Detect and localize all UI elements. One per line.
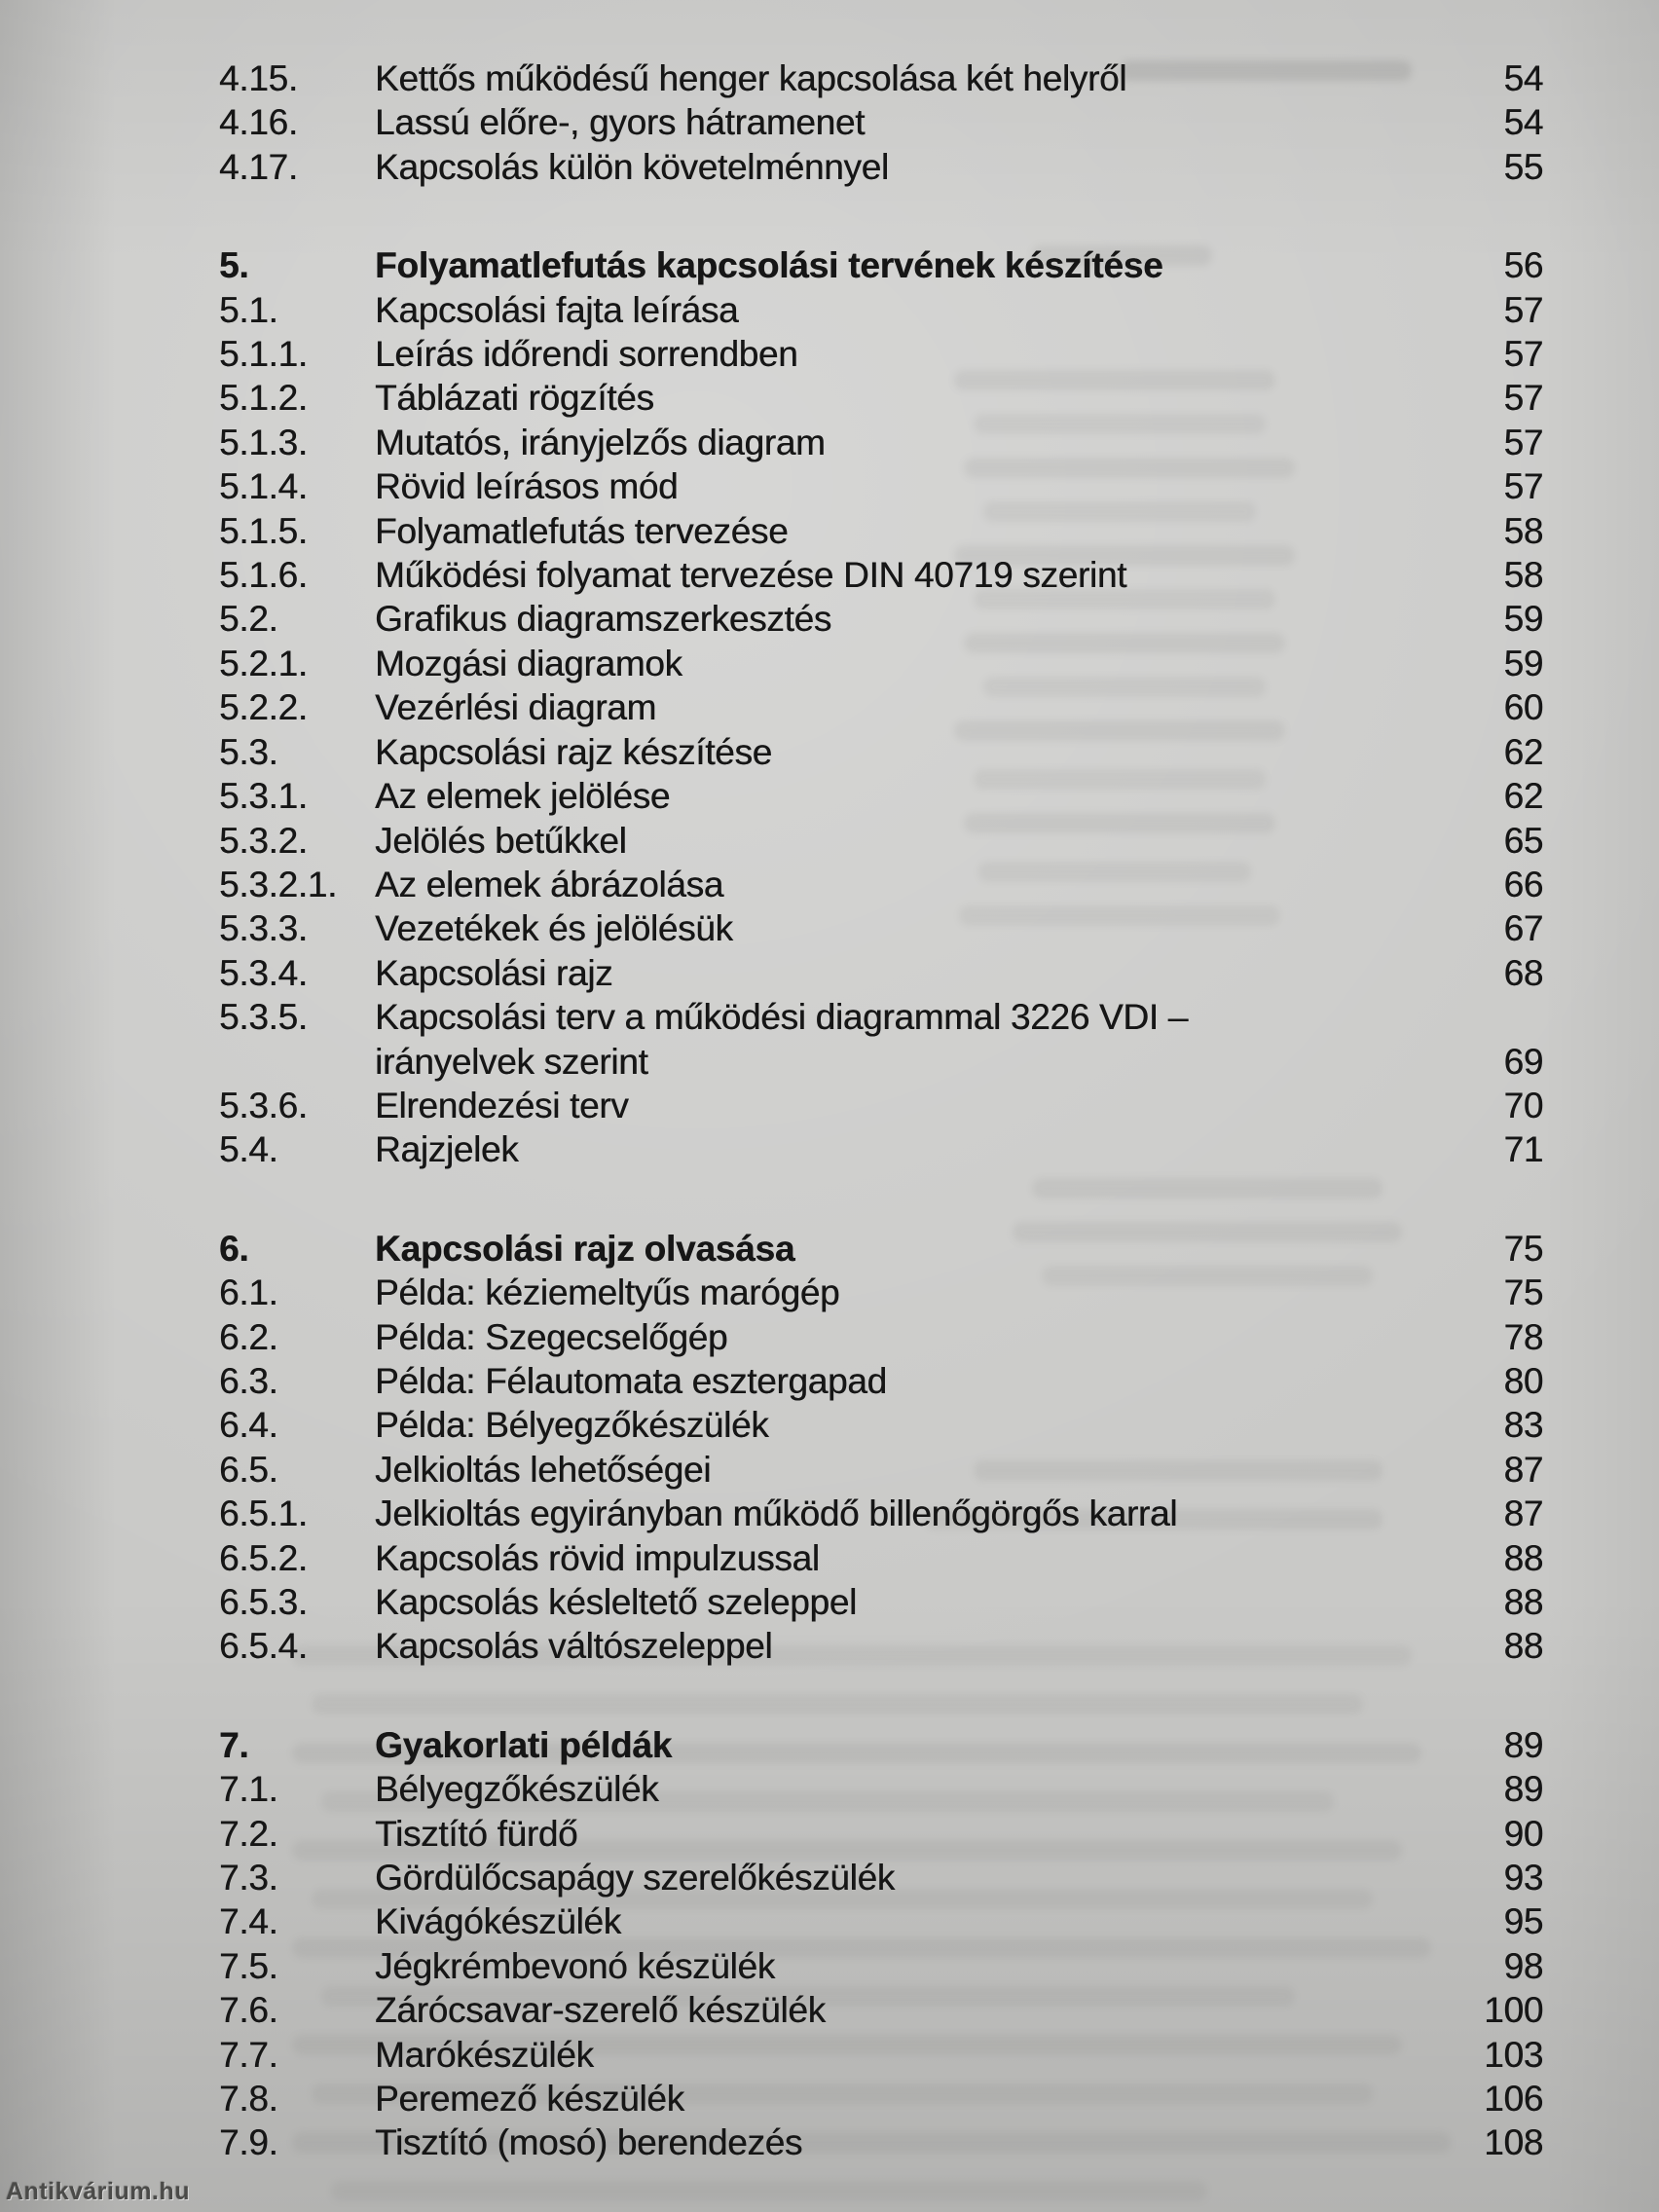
toc-entry: [219, 145, 1543, 189]
toc-entry-number: 5.1.: [219, 289, 278, 330]
toc-entry-number: 7.2.: [219, 1813, 278, 1854]
toc-entry: [219, 1767, 1543, 1811]
toc-entry-title: Táblázati rögzítés: [375, 378, 654, 419]
toc-entry-page: 57: [1503, 334, 1543, 375]
toc-entry: [219, 1536, 1543, 1580]
toc-entry: [219, 1944, 1543, 1988]
toc-entry-page: 71: [1503, 1129, 1543, 1170]
toc-entry: [219, 288, 1543, 332]
toc-entry-number: 6.2.: [219, 1316, 278, 1357]
toc-entry-title: Jelkioltás egyirányban működő billenőgörgős karral: [375, 1493, 1178, 1534]
antikvarium-watermark: Antikvárium.hu: [6, 2178, 190, 2205]
toc-entry-number: 5.3.: [219, 731, 278, 772]
toc-entry-title: Jelölés betűkkel: [375, 820, 627, 861]
toc-entry-title: Kettős működésű henger kapcsolása két helyről: [375, 58, 1127, 98]
toc-entry-number: 7.7.: [219, 2034, 278, 2075]
toc-entry-number: 6.3.: [219, 1360, 278, 1401]
toc-entry-page: 57: [1503, 378, 1543, 419]
toc-entry-title: Folyamatlefutás tervezése: [375, 510, 789, 551]
toc-entry: [219, 1856, 1543, 1899]
toc-entry-page: 54: [1503, 58, 1543, 98]
toc-entry-title: Jelkioltás lehetőségei: [375, 1449, 712, 1490]
toc-entry-number: 5.3.3.: [219, 908, 308, 949]
toc-entry-number: 6.5.4.: [219, 1626, 308, 1667]
toc-entry-number: 7.5.: [219, 1945, 278, 1986]
toc-entry: [219, 1315, 1543, 1359]
toc-entry-number: 5.3.2.1.: [219, 864, 338, 904]
toc-entry-title: Kapcsolás váltószeleppel: [375, 1626, 773, 1667]
toc-entry-title: Működési folyamat tervezése DIN 40719 szerint: [375, 555, 1127, 596]
toc-entry-title: Kapcsolási rajz készítése: [375, 731, 772, 772]
toc-entry-number: 5.1.2.: [219, 378, 308, 419]
toc-entry-title: Grafikus diagramszerkesztés: [375, 599, 831, 640]
toc-entry-title: Kapcsolás késleltető szeleppel: [375, 1582, 857, 1622]
toc-entry-number: 6.: [219, 1228, 249, 1269]
toc-entry: [219, 1580, 1543, 1624]
toc-entry-title: Példa: Bélyegzőkészülék: [375, 1405, 769, 1446]
toc-entry-title: Jégkrémbevonó készülék: [375, 1945, 775, 1986]
toc-entry: [219, 464, 1543, 508]
toc-entry-number: 4.15.: [219, 58, 298, 98]
toc-entry-page: 75: [1503, 1272, 1543, 1313]
toc-entry-number: 5.2.2.: [219, 687, 308, 728]
toc-entry-page: 58: [1503, 510, 1543, 551]
toc-entry: [219, 642, 1543, 685]
toc-entry: [219, 100, 1543, 144]
toc-entry-page: 88: [1503, 1537, 1543, 1578]
toc-entry-number: 5.2.: [219, 599, 278, 640]
toc-entry: [219, 1271, 1543, 1314]
toc-entry-title: Lassú előre-, gyors hátramenet: [375, 102, 866, 143]
toc-entry-title: Kapcsolás külön követelménnyel: [375, 146, 889, 187]
toc-entry-page: 100: [1484, 1990, 1543, 2031]
toc-entry-number: 5.1.6.: [219, 555, 308, 596]
toc-entry: [219, 1492, 1543, 1535]
toc-entry: [219, 376, 1543, 420]
toc-entry-number: 7.3.: [219, 1858, 278, 1899]
toc-entry-page: 58: [1503, 555, 1543, 596]
toc-entry-number: 5.1.5.: [219, 510, 308, 551]
toc-entry-title: Mozgási diagramok: [375, 643, 682, 683]
toc-entry-number: 6.5.3.: [219, 1582, 308, 1622]
toc-entry-number: 5.1.4.: [219, 466, 308, 507]
toc-entry: [219, 1624, 1543, 1668]
toc-entry: [219, 1227, 1543, 1271]
toc-entry-page: 70: [1503, 1085, 1543, 1125]
toc-entry: [219, 243, 1543, 287]
toc-entry-page: 87: [1503, 1449, 1543, 1490]
toc-entry: [219, 597, 1543, 641]
toc-entry: [219, 509, 1543, 553]
toc-entry-title: Tisztító (mosó) berendezés: [375, 2122, 803, 2163]
toc-entry: [219, 774, 1543, 818]
toc-entry-page: 62: [1503, 776, 1543, 817]
toc-entry: [219, 730, 1543, 774]
toc-entry: [219, 1040, 1543, 1084]
toc-entry-title: irányelvek szerint: [375, 1041, 648, 1082]
toc-entry: [219, 819, 1543, 863]
toc-entry-title: Vezetékek és jelölésük: [375, 908, 733, 949]
toc-entry-number: 7.4.: [219, 1901, 278, 1942]
toc-entry-number: 6.5.2.: [219, 1537, 308, 1578]
toc-entry-title: Rövid leírásos mód: [375, 466, 679, 507]
toc-entry-number: 5.3.2.: [219, 820, 308, 861]
toc-entry-title: Kapcsolási rajz olvasása: [375, 1228, 795, 1269]
toc-entry: [219, 2033, 1543, 2077]
toc-entry-title: Az elemek jelölése: [375, 776, 671, 817]
toc-entry-page: 54: [1503, 102, 1543, 143]
toc-entry-title: Bélyegzőkészülék: [375, 1769, 659, 1810]
toc-entry-number: 5.3.4.: [219, 952, 308, 993]
toc-entry: [219, 1899, 1543, 1943]
toc-entry: [219, 906, 1543, 950]
toc-entry: [219, 56, 1543, 100]
toc-entry-page: 89: [1503, 1769, 1543, 1810]
toc-entry-title: Példa: kéziemeltyűs marógép: [375, 1272, 840, 1313]
toc-entry: [219, 995, 1543, 1039]
toc-entry-number: 7.9.: [219, 2122, 278, 2163]
toc-entry-page: 89: [1503, 1724, 1543, 1765]
toc-entry: [219, 553, 1543, 597]
toc-entry-page: 108: [1484, 2122, 1543, 2163]
toc-entry-number: 7.6.: [219, 1990, 278, 2031]
toc-entry-page: 67: [1503, 908, 1543, 949]
toc-entry: [219, 1448, 1543, 1492]
toc-entry-number: 7.8.: [219, 2079, 278, 2120]
toc-entry-number: 4.16.: [219, 102, 298, 143]
toc-entry-page: 59: [1503, 599, 1543, 640]
toc-entry-page: 106: [1484, 2079, 1543, 2120]
toc-entry-page: 66: [1503, 864, 1543, 904]
toc-entry-page: 93: [1503, 1858, 1543, 1899]
toc-entry-page: 103: [1484, 2034, 1543, 2075]
toc-entry-number: 6.1.: [219, 1272, 278, 1313]
toc-entry-title: Folyamatlefutás kapcsolási tervének készítése: [375, 245, 1163, 286]
toc-entry-number: 5.3.6.: [219, 1085, 308, 1125]
toc-entry: [219, 1723, 1543, 1767]
toc-entry-page: 80: [1503, 1360, 1543, 1401]
toc-entry: [219, 1812, 1543, 1856]
toc-entry-title: Zárócsavar-szerelő készülék: [375, 1990, 826, 2031]
toc-entry-number: 5.1.3.: [219, 422, 308, 462]
toc-entry-number: 5.: [219, 245, 249, 286]
toc-entry-page: 88: [1503, 1582, 1543, 1622]
toc-entry-title: Példa: Félautomata esztergapad: [375, 1360, 887, 1401]
toc-entry-title: Marókészülék: [375, 2034, 594, 2075]
toc-entry: [219, 332, 1543, 376]
toc-entry-page: 68: [1503, 952, 1543, 993]
toc-entry-number: 5.3.5.: [219, 997, 308, 1038]
toc-entry-number: 6.4.: [219, 1405, 278, 1446]
toc-entry-page: 60: [1503, 687, 1543, 728]
toc-entry: [219, 1084, 1543, 1127]
toc-entry-number: 5.2.1.: [219, 643, 308, 683]
toc-entry: [219, 2120, 1543, 2164]
toc-entry-page: 62: [1503, 731, 1543, 772]
toc-entry-page: 95: [1503, 1901, 1543, 1942]
toc-entry: [219, 863, 1543, 906]
toc-entry: [219, 685, 1543, 729]
toc-entry-number: 5.3.1.: [219, 776, 308, 817]
toc-entry-number: 6.5.1.: [219, 1493, 308, 1534]
toc-entry-page: 55: [1503, 146, 1543, 187]
toc-entry-title: Gyakorlati példák: [375, 1724, 673, 1765]
toc-entry-title: Kapcsolási rajz: [375, 952, 613, 993]
toc-entry: [219, 1403, 1543, 1447]
toc-entry-title: Elrendezési terv: [375, 1085, 629, 1125]
toc-entry-number: 4.17.: [219, 146, 298, 187]
toc-entry: [219, 951, 1543, 995]
toc-entry: [219, 421, 1543, 464]
toc-entry-page: 75: [1503, 1228, 1543, 1269]
ghost-line: [331, 2181, 1207, 2201]
toc-entry-title: Példa: Szegecselőgép: [375, 1316, 728, 1357]
toc-entry-page: 65: [1503, 820, 1543, 861]
toc-entry-title: Leírás időrendi sorrendben: [375, 334, 798, 375]
toc-entry-title: Kivágókészülék: [375, 1901, 621, 1942]
toc-entry-number: 5.1.1.: [219, 334, 308, 375]
toc-entry-page: 57: [1503, 466, 1543, 507]
toc-entry: [219, 2077, 1543, 2120]
toc-entry-number: 7.1.: [219, 1769, 278, 1810]
toc-entry-page: 98: [1503, 1945, 1543, 1986]
toc-entry-title: Vezérlési diagram: [375, 687, 656, 728]
toc-entry-number: 5.4.: [219, 1129, 278, 1170]
toc-entry: [219, 1359, 1543, 1403]
toc-entry-number: 7.: [219, 1724, 249, 1765]
toc-entry-title: Mutatós, irányjelzős diagram: [375, 422, 826, 462]
toc-entry-title: Rajzjelek: [375, 1129, 519, 1170]
toc-entry: [219, 1988, 1543, 2032]
toc-entry-page: 83: [1503, 1405, 1543, 1446]
toc-entry-page: 69: [1503, 1041, 1543, 1082]
toc-entry-page: 88: [1503, 1626, 1543, 1667]
toc-entry-title: Az elemek ábrázolása: [375, 864, 724, 904]
toc-entry-page: 57: [1503, 289, 1543, 330]
toc-entry-page: 78: [1503, 1316, 1543, 1357]
toc-entry-page: 90: [1503, 1813, 1543, 1854]
toc-entry-title: Tisztító fürdő: [375, 1813, 578, 1854]
toc-entry-page: 57: [1503, 422, 1543, 462]
toc-entry-page: 56: [1503, 245, 1543, 286]
toc-entry-title: Peremező készülék: [375, 2079, 684, 2120]
toc-entry-page: 87: [1503, 1493, 1543, 1534]
toc-entry-title: Kapcsolási terv a működési diagrammal 3226 VDI –: [375, 997, 1188, 1038]
toc-entry-number: 6.5.: [219, 1449, 278, 1490]
toc-entry-title: Kapcsolás rövid impulzussal: [375, 1537, 820, 1578]
toc-entry: [219, 1127, 1543, 1171]
toc-entry-title: Kapcsolási fajta leírása: [375, 289, 739, 330]
toc-entry-page: 59: [1503, 643, 1543, 683]
toc-entry-title: Gördülőcsapágy szerelőkészülék: [375, 1858, 895, 1899]
